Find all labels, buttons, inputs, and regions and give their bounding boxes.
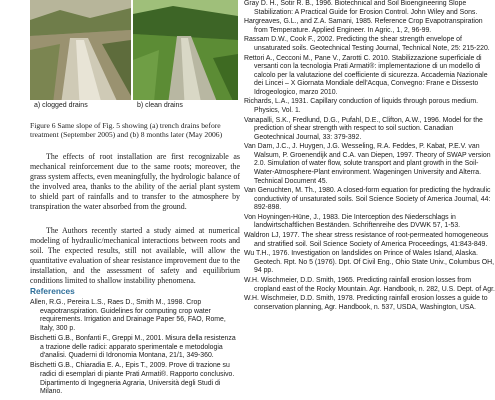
- references-list-left: [30, 299, 240, 398]
- right-column: [244, 0, 495, 400]
- reference-item: Hargreaves, G.L., and Z.A. Samani, 1985. Reference Crop Evapotranspiration from Temperature. Applied Engineer. In Agric., 1, 2, 96-99.: [244, 18, 483, 34]
- reference-item: Bischetti G.B., Chiaradia E. A., Epis T., 2009. Prove di trazione su radici di esemplari di piante Prati Armati®. Rapporto conclusivo. Dipartimento di Ingegneria Agraria, Università degli Studi di Milano.: [30, 362, 235, 396]
- reference-item: Allen, R.G., Pereira L.S., Raes D., Smith M., 1998. Crop evapotranspiration. Guidelines for computing crop water requirements. Irrigation and Drainage Paper 56, FAO, Rome, Italy, 300 p.: [30, 299, 226, 332]
- photo-a-label: a) clogged drains: [30, 100, 131, 112]
- reference-item: Waldron LJ, 1977. The shear stress resistance of root-permeated homogeneous and stratified soil. Soil Science Society of America Proceedings, 41:843-849.: [244, 232, 489, 248]
- reference-item: W.H. Wischmeier, D.D. Smith, 1978. Predicting rainfall erosion losses a guide to conservation planning, Agr. Handbook, n. 537, USDA, Washington, USA.: [244, 295, 488, 311]
- figure-6: [30, 0, 238, 120]
- photo-clean-drains: [133, 0, 238, 112]
- reference-item: Van Genuchten, M. Th., 1980. A closed-form equation for predicting the hydraulic conductivity of unsaturated soils. Soil Science Society of America Journal, 44: 892-898.: [244, 187, 491, 212]
- references-heading: References: [30, 286, 75, 296]
- body-paragraph-2: The Authors recently started a study aimed at numerical modeling of hydraulic/mechanical interactions between roots and soil. The expected results, still not available, will allow the quantitative evaluation of shear resistance improvement due to the installation, and the assessment of safety and equilibrium conditions limited to shallow instability phenomena.: [30, 226, 240, 286]
- body-paragraph-1: The effects of root installation are first recognizable as mechanical reinforcement due to the same roots; moreover, the grass system affects, even meaningfully, the hydrologic balance of the involved area, thanks to the ability of the aerial plant system to shield part of rainfalls and to transfer to the atmosphere by transpiration the water absorbed from the ground.: [30, 152, 240, 212]
- reference-item: Gray D. H., Sotir R. B., 1996. Biotechnical and Soil Bioengineering Slope Stabilization: A Practical Guide for Erosion Control. John Wiley and Sons.: [244, 0, 478, 16]
- photo-a-image: [30, 0, 131, 112]
- reference-item: Von Hoyningen-Hüne, J., 1983. Die Interception des Niederschlags in landwirtschaftlichen Beständen. Schriftenreihe des DVWK 57, 1-53.: [244, 213, 461, 230]
- figure-caption: Figure 6 Same slope of Fig. 5 showing (a) trench drains before treatment (September 2005) and (b) 8 months later (May 2006): [30, 121, 223, 140]
- reference-item: Richards, L.A., 1931. Capillary conduction of liquids through porous medium. Physics, Vol. 1.: [244, 98, 479, 114]
- left-column: [0, 0, 238, 400]
- reference-item: Van Dam, J.C., J. Huygen, J.G. Wesseling, R.A. Feddes, P. Kabat, P.E.V. van Walsum, P. Groenendijk and C.A. van Diepen, 1997. Theory of SWAP version 2.0. Simulation of water flow, solute transport and plant growth in the Soil-Water-Atmosphere-Plant environment. Wageningen University and Alterra. Technical Document 45.: [244, 143, 491, 185]
- reference-item: Vanapalli, S.K., Fredlund, D.G., Pufahl, D.E., Clifton, A.W., 1996. Model for the prediction of shear strength with respect to soil suction. Canadian Geotechnical Journal, 33: 379-392.: [244, 116, 483, 141]
- photo-clogged-drains: [30, 0, 131, 112]
- reference-item: Rettori A., Cecconi M., Pane V., Zarotti C. 2010. Stabilizzazione superficiale di versanti con la tecnologia Prati Armati®: implementazione di un modello di calcolo per la valutazione del coefficiente di sicurezza. Accademia Nazionale dei Lincei – X Giornata Mondiale dell'Acqua, Convegno: Frane e Dissesto Idrogeologico, marzo 2010.: [244, 54, 488, 96]
- photo-b-image: [133, 0, 238, 112]
- reference-item: Bischetti G.B., Bonfanti F., Greppi M., 2001. Misura della resistenza a trazione delle radici: apparato sperimentale e metodologia d'analisi. Quaderni di Idronomia Montana, 21/1, 349-360.: [30, 334, 236, 360]
- reference-item: Rassam D.W., Cook F., 2002. Predicting the shear strength envelope of unsaturated soils. Geotechnical Testing Journal, Technical Note, 25: 215-220.: [244, 36, 490, 52]
- reference-item: W.H. Wischmeier, D.D. Smith, 1965. Predicting rainfall erosion losses from cropland east of the Rocky Mountain. Agr. Handbook, n. 282, U.S. Dept. of Agr.: [244, 276, 495, 293]
- photo-b-label: b) clean drains: [133, 100, 238, 112]
- references-list-right: [244, 0, 495, 313]
- reference-item: Wu T.H., 1976. Investigation on landslides on Prince of Wales Island, Alaska. Geotech. Rpt. No 5 (1976). Dpt. Of Civil Eng., Ohio State Univ., Columbus OH, 94 pp.: [244, 250, 494, 275]
